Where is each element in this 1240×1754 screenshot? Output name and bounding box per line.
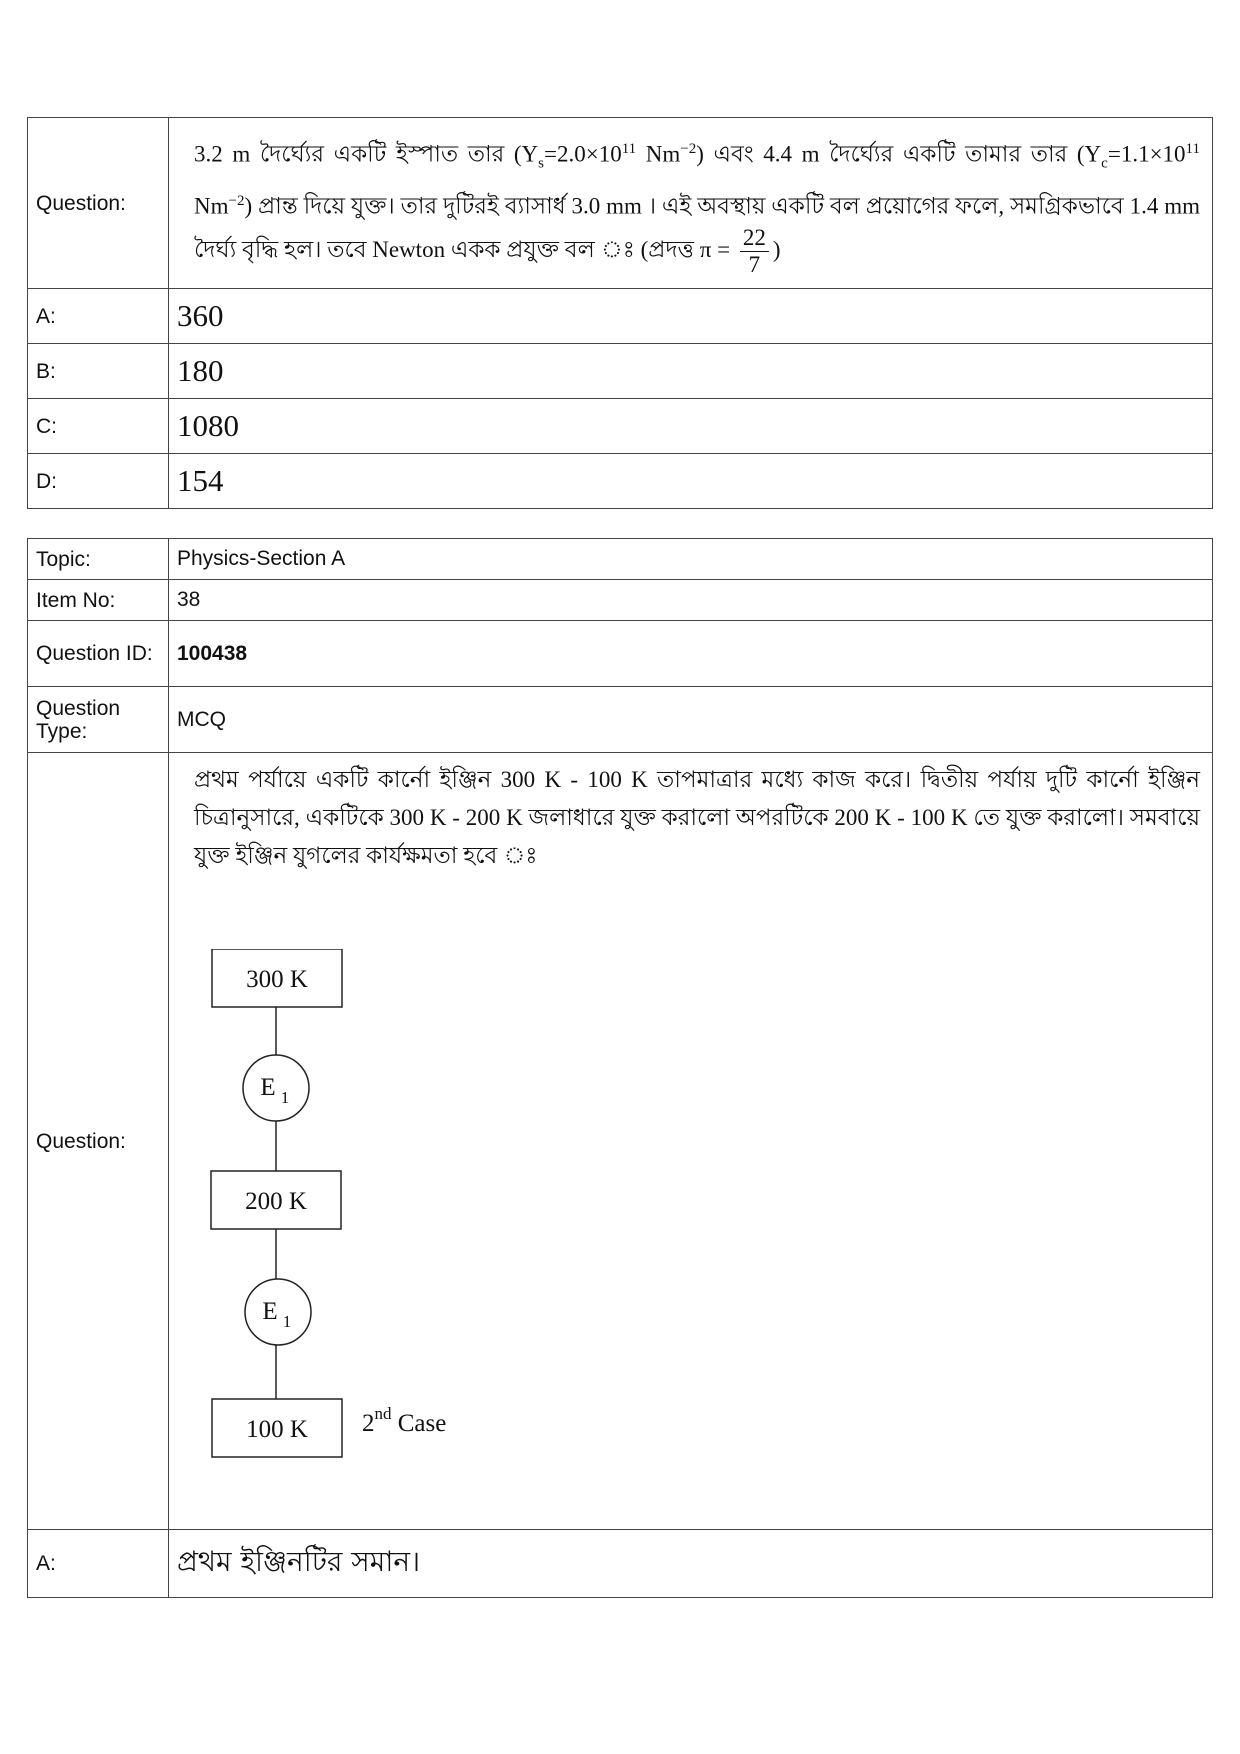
question-type-value: MCQ	[169, 687, 1213, 753]
question-id-value: 100438	[169, 621, 1213, 687]
reservoir-300k-label: 300 K	[246, 966, 308, 993]
carnot-engine-diagram	[177, 949, 577, 1529]
question-text: 3.2 m দৈর্ঘ্যের একটি ইস্পাত তার ($Y_s=2.0\times 10^{11}$ $Nm^{-2}$) এবং 4.4 m দৈর্ঘ্যের একটি তামার তার ($Y_c=1.1\times 10^{11}$ $Nm^{-2}$) প্রান্ত দিয়ে যুক্ত। তার দুটিরই ব্যাসার্ধ 3.0 mm । এই অবস্থায় একটি বল প্রয়োগের ফলে, সমগ্রিকভাবে 1.4 mm দৈর্ঘ্য বৃদ্ধি হল। তবে Newton একক প্রযুক্ত বল ঃ (প্রদত্ত π = $\frac{22}{7}$ )	[169, 118, 1213, 289]
answer-row-a[interactable]	[28, 1530, 1213, 1598]
topic-value: Physics-Section A	[169, 539, 1213, 580]
question-id-label: Question ID:	[28, 621, 169, 687]
option-c-value: 1080	[169, 399, 1213, 454]
option-a-value: 360	[169, 289, 1213, 344]
option-d-value: 154	[169, 454, 1213, 509]
pi-fraction: $\frac{22}{7}$	[740, 225, 769, 278]
question-2-table	[27, 538, 1213, 1598]
reservoir-200k-label: 200 K	[245, 1188, 307, 1215]
engine-e1-letter: E	[260, 1074, 276, 1101]
case-label: 2nd Case	[362, 1404, 447, 1437]
answer-a-label: A:	[28, 1530, 169, 1598]
question-1-table	[27, 117, 1213, 509]
option-b-label: B:	[28, 344, 169, 399]
option-b-value: 180	[169, 344, 1213, 399]
option-row-b[interactable]	[28, 344, 1213, 399]
option-row-d[interactable]	[28, 454, 1213, 509]
engine-e1-lower-subscript: 1	[282, 1312, 292, 1331]
reservoir-100k-label: 100 K	[246, 1416, 308, 1443]
item-no-value: 38	[169, 580, 1213, 621]
option-row-a[interactable]	[28, 289, 1213, 344]
engine-e1-lower-letter: E	[262, 1298, 278, 1325]
answer-a-value: প্রথম ইঞ্জিনটির সমান।	[169, 1530, 1213, 1598]
topic-label: Topic:	[28, 539, 169, 580]
question-label: Question:	[28, 753, 169, 1530]
engine-e1-circle-lower	[245, 1279, 311, 1345]
engine-e1-circle	[243, 1055, 309, 1121]
option-a-label: A:	[28, 289, 169, 344]
engine-e1-subscript: 1	[280, 1088, 290, 1107]
question-type-label: Question Type:	[28, 687, 169, 753]
option-row-c[interactable]	[28, 399, 1213, 454]
question-label: Question:	[28, 118, 169, 289]
question-text: প্রথম পর্যায়ে একটি কার্নো ইঞ্জিন 300 K - 100 K তাপমাত্রার মধ্যে কাজ করে। দ্বিতীয় পর্যায় দুটি কার্নো ইঞ্জিন চিত্রানুসারে, একটিকে 300 K - 200 K জলাধারে যুক্ত করালো অপরটিকে 200 K - 100 K তে যুক্ত করালো। সমবায়ে যুক্ত ইঞ্জিন যুগলের কার্যক্ষমতা হবে ঃ	[194, 767, 1200, 868]
item-no-label: Item No:	[28, 580, 169, 621]
question-content	[169, 753, 1213, 1530]
option-c-label: C:	[28, 399, 169, 454]
option-d-label: D:	[28, 454, 169, 509]
